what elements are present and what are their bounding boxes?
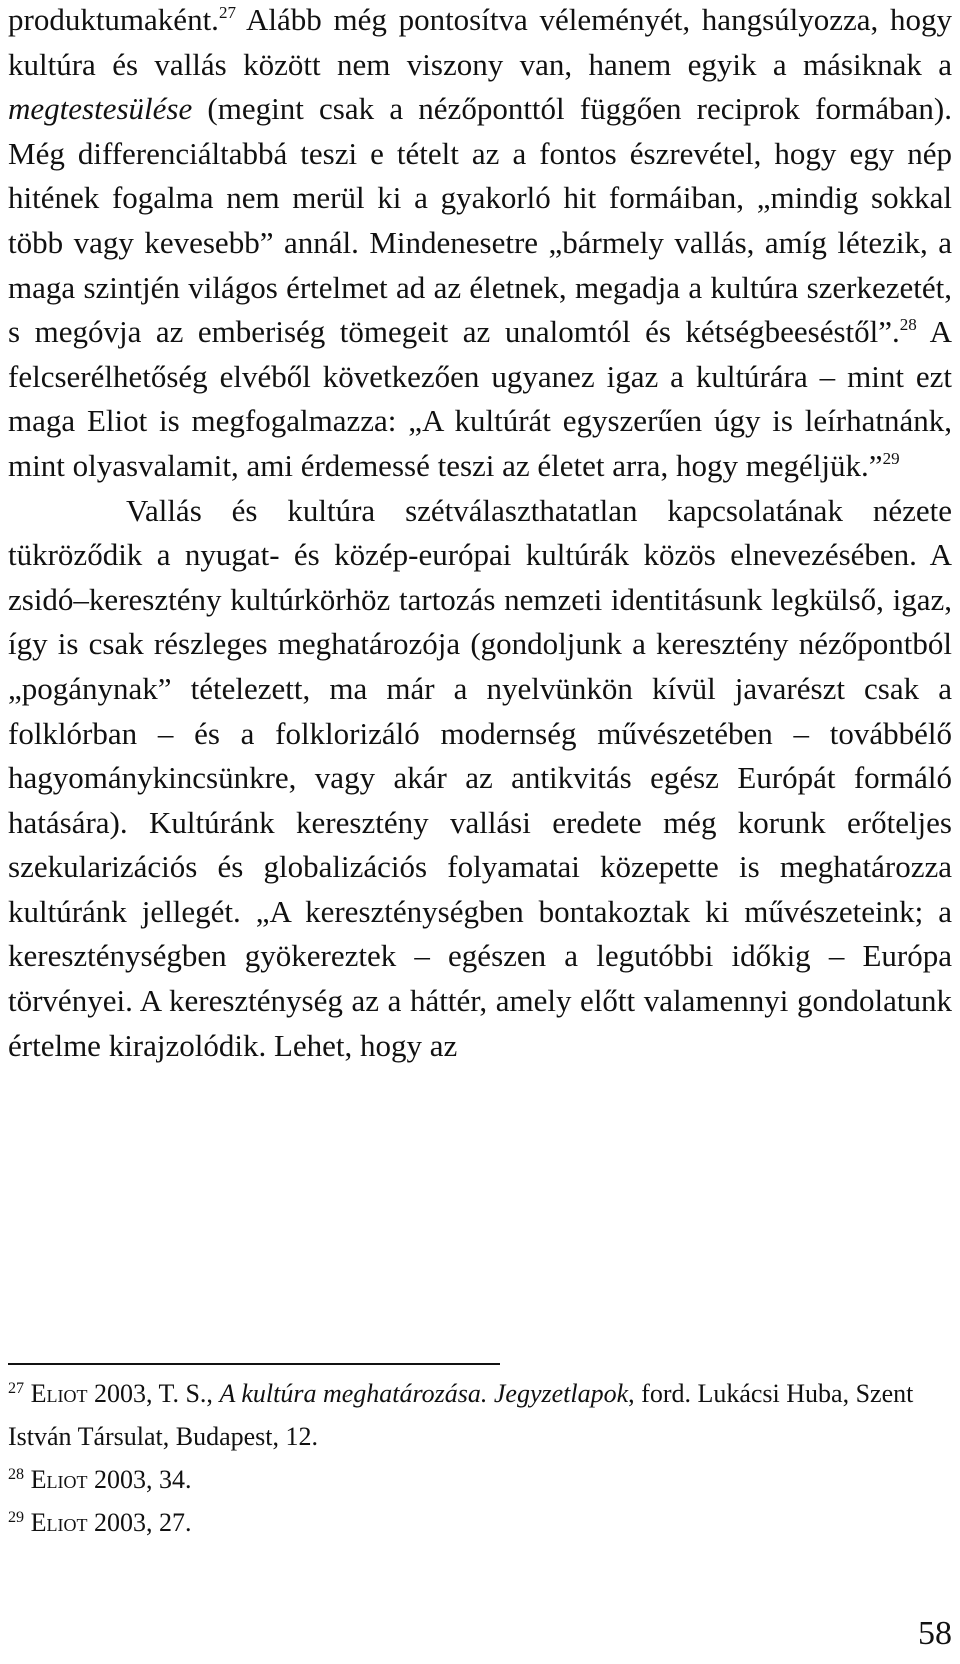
emphasis-term: megtestesülése <box>8 91 193 127</box>
footnote-number: 27 <box>8 1380 25 1398</box>
footnote-27 <box>8 1372 952 1458</box>
paragraph-1 <box>8 0 952 489</box>
footnote-text: 2003, 27. <box>87 1508 192 1537</box>
footnote-ref-27[interactable]: 27 <box>218 3 236 23</box>
footnote-author: Eliot <box>30 1465 88 1494</box>
paragraph-1-text-start: produktumaként. <box>8 2 219 37</box>
paragraph-2-text: Vallás és kultúra szétválaszthatatlan kapcsolatának nézete tükröződik a nyugat- és közép-európai kultúrák közös elnevezésében. A zsidó–keresztény kultúrkörhöz tartozás nemzeti identitásunk legkülső, igaz, így is csak részleges meghatározója (gondoljunk a keresztény nézőpontból „pogánynak” tételezett, ma már a nyelvünkön kívül javarészt csak a folklórban – és a folklorizáló modernség művészetében – továbbélő hagyománykincsünkre, vagy akár az antikvitás egész Európát formáló hatására). Kultúránk keresztény vallási eredete még korunk erőteljes szekularizációs és globalizációs folyamatai közepette is meghatározza kultúránk jellegét. „A kereszténységben bontakoztak ki művészeteink; a kereszténységben gyökereztek – egészen a legutóbbi időkig – Európa törvényei. A kereszténység az a háttér, amely előtt valamennyi gondolatunk értelme kirajzolódik. Lehet, hogy az <box>8 492 952 1063</box>
footnote-number: 28 <box>8 1466 25 1484</box>
footnote-title: A kultúra meghatározása. Jegyzetlapok <box>219 1379 629 1408</box>
paragraph-1-text-c: A felcserélhetőség elvéből következően ugyanez igaz a kultúrára – mint ezt maga Eliot is megfogalmazza: „A kultúrát egyszerűen úgy is leírhatnánk, mint olyasvalamit, ami érdemessé teszi az életet arra, hogy megéljük.” <box>8 314 952 483</box>
page-body <box>8 0 952 1068</box>
footnote-ref-29[interactable]: 29 <box>882 449 900 469</box>
footnote-ref-28[interactable]: 28 <box>899 315 917 335</box>
footnote-28 <box>8 1458 952 1501</box>
paragraph-1-text-a: Alább még pontosítva véleményét, hangsúlyozza, hogy kultúra és vallás között nem viszony van, hanem egyik a másiknak a <box>8 2 952 82</box>
footnote-29 <box>8 1501 952 1544</box>
footnote-text: , ford. Lukácsi Huba, Szent István Társulat, Budapest, 12. <box>8 1379 914 1451</box>
footnotes <box>8 1372 952 1544</box>
footnote-author: Eliot <box>30 1379 88 1408</box>
footnote-number: 29 <box>8 1509 25 1527</box>
footnote-separator <box>8 1363 500 1365</box>
footnote-text: 2003, T. S., <box>87 1379 220 1408</box>
page-number: 58 <box>918 1615 952 1652</box>
footnote-author: Eliot <box>30 1508 88 1537</box>
paragraph-1-text-b: (megint csak a nézőponttól függően reciprok formában). Még differenciáltabbá teszi e tételt az a fontos észrevétel, hogy egy nép hitének fogalma nem merül ki a gyakorló hit formáiban, „mindig sokkal több vagy kevesebb” annál. Mindenesetre „bármely vallás, amíg létezik, a maga szintjén világos értelmet ad az életnek, megadja a kultúra szerkezetét, s megóvja az emberiség tömegeit az unalomtól és kétségbeeséstől”. <box>8 91 952 350</box>
paragraph-2 <box>8 489 952 1069</box>
footnote-text: 2003, 34. <box>87 1465 192 1494</box>
